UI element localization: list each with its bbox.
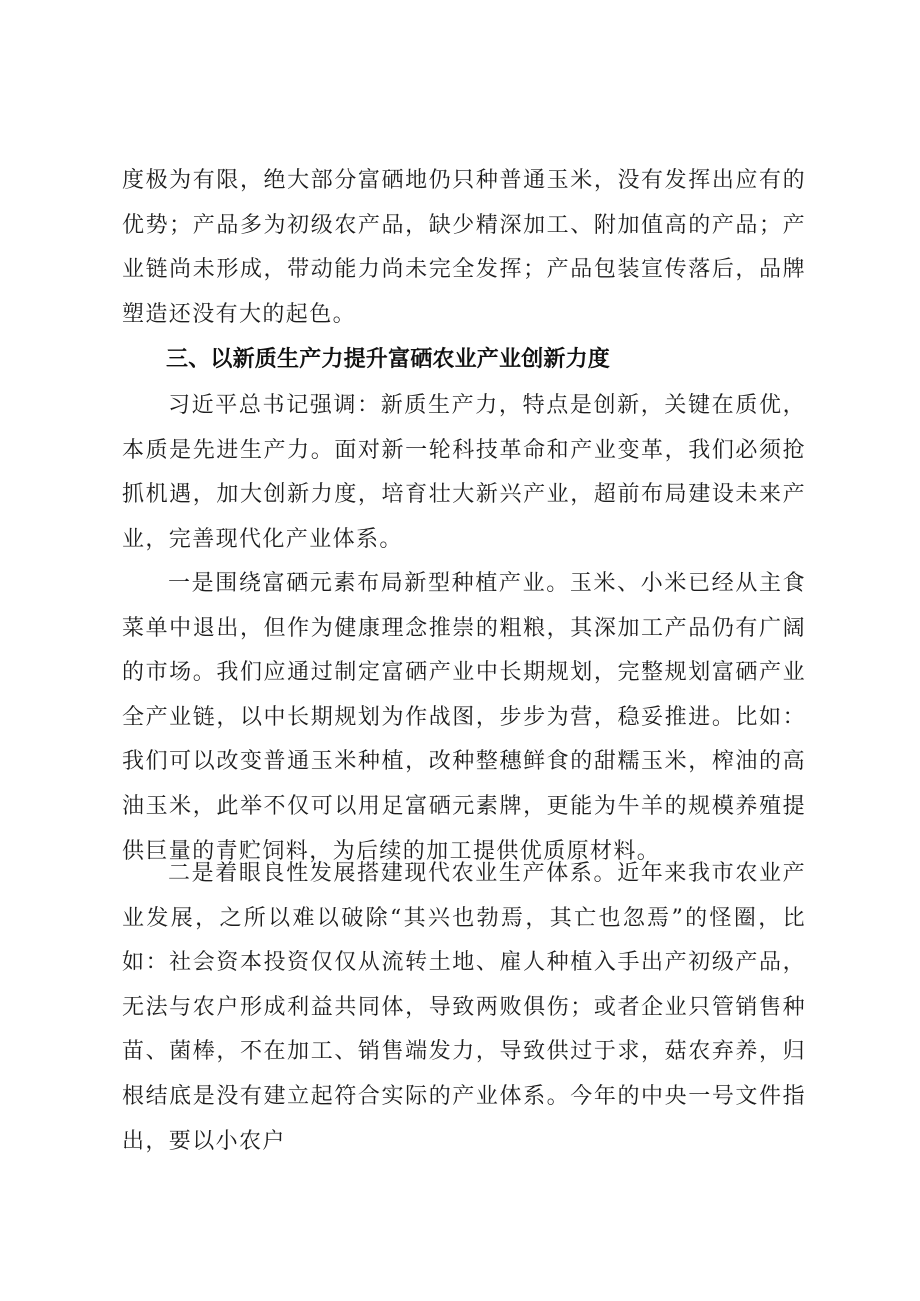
continuation-paragraph: 度极为有限，绝大部分富硒地仍只种普通玉米，没有发挥出应有的优势；产品多为初级农产品，缺少精深加工、附加值高的产品；产业链尚未形成，带动能力尚未完全发挥；产品包装宣传落后，品牌塑造还没有大的起色。 bbox=[122, 168, 806, 327]
paragraph-production-system: 二是着眼良性发展搭建现代农业生产体系。近年来我市农业产业发展，之所以难以破除“其兴也勃焉，其亡也忽焉”的怪圈，比如：社会资本投资仅仅从流转土地、雇人种植入手出产初级产品，无法与农户形成利益共同体，导致两败俱伤；或者企业只管销售种苗、菌棒，不在加工、销售端发力，导致供过于求，菇农弃养，归根结底是没有建立起符合实际的产业体系。今年的中央一号文件指出，要以小农户 bbox=[122, 861, 806, 1154]
paragraph-planting-industry: 一是围绕富硒元素布局新型种植产业。玉米、小米已经从主食菜单中退出，但作为健康理念推崇的粗粮，其深加工产品仍有广阔的市场。我们应通过制定富硒产业中长期规划，完整规划富硒产业全产业链，以中长期规划为作战图，步步为营，稳妥推进。比如：我们可以改变普通玉米种植，改种整穗鲜食的甜糯玉米，榨油的高油玉米，此举不仅可以用足富硒元素牌，更能为牛羊的规模养殖提供巨量的青贮饲料，为后续的加工提供优质原材料。 bbox=[122, 571, 806, 864]
paragraph-intro: 习近平总书记强调：新质生产力，特点是创新，关键在质优，本质是先进生产力。面对新一轮科技革命和产业变革，我们必须抢抓机遇，加大创新力度，培育壮大新兴产业，超前布局建设未来产业，完善现代化产业体系。 bbox=[122, 393, 806, 552]
section-heading: 三、以新质生产力提升富硒农业产业创新力度 bbox=[166, 347, 611, 372]
